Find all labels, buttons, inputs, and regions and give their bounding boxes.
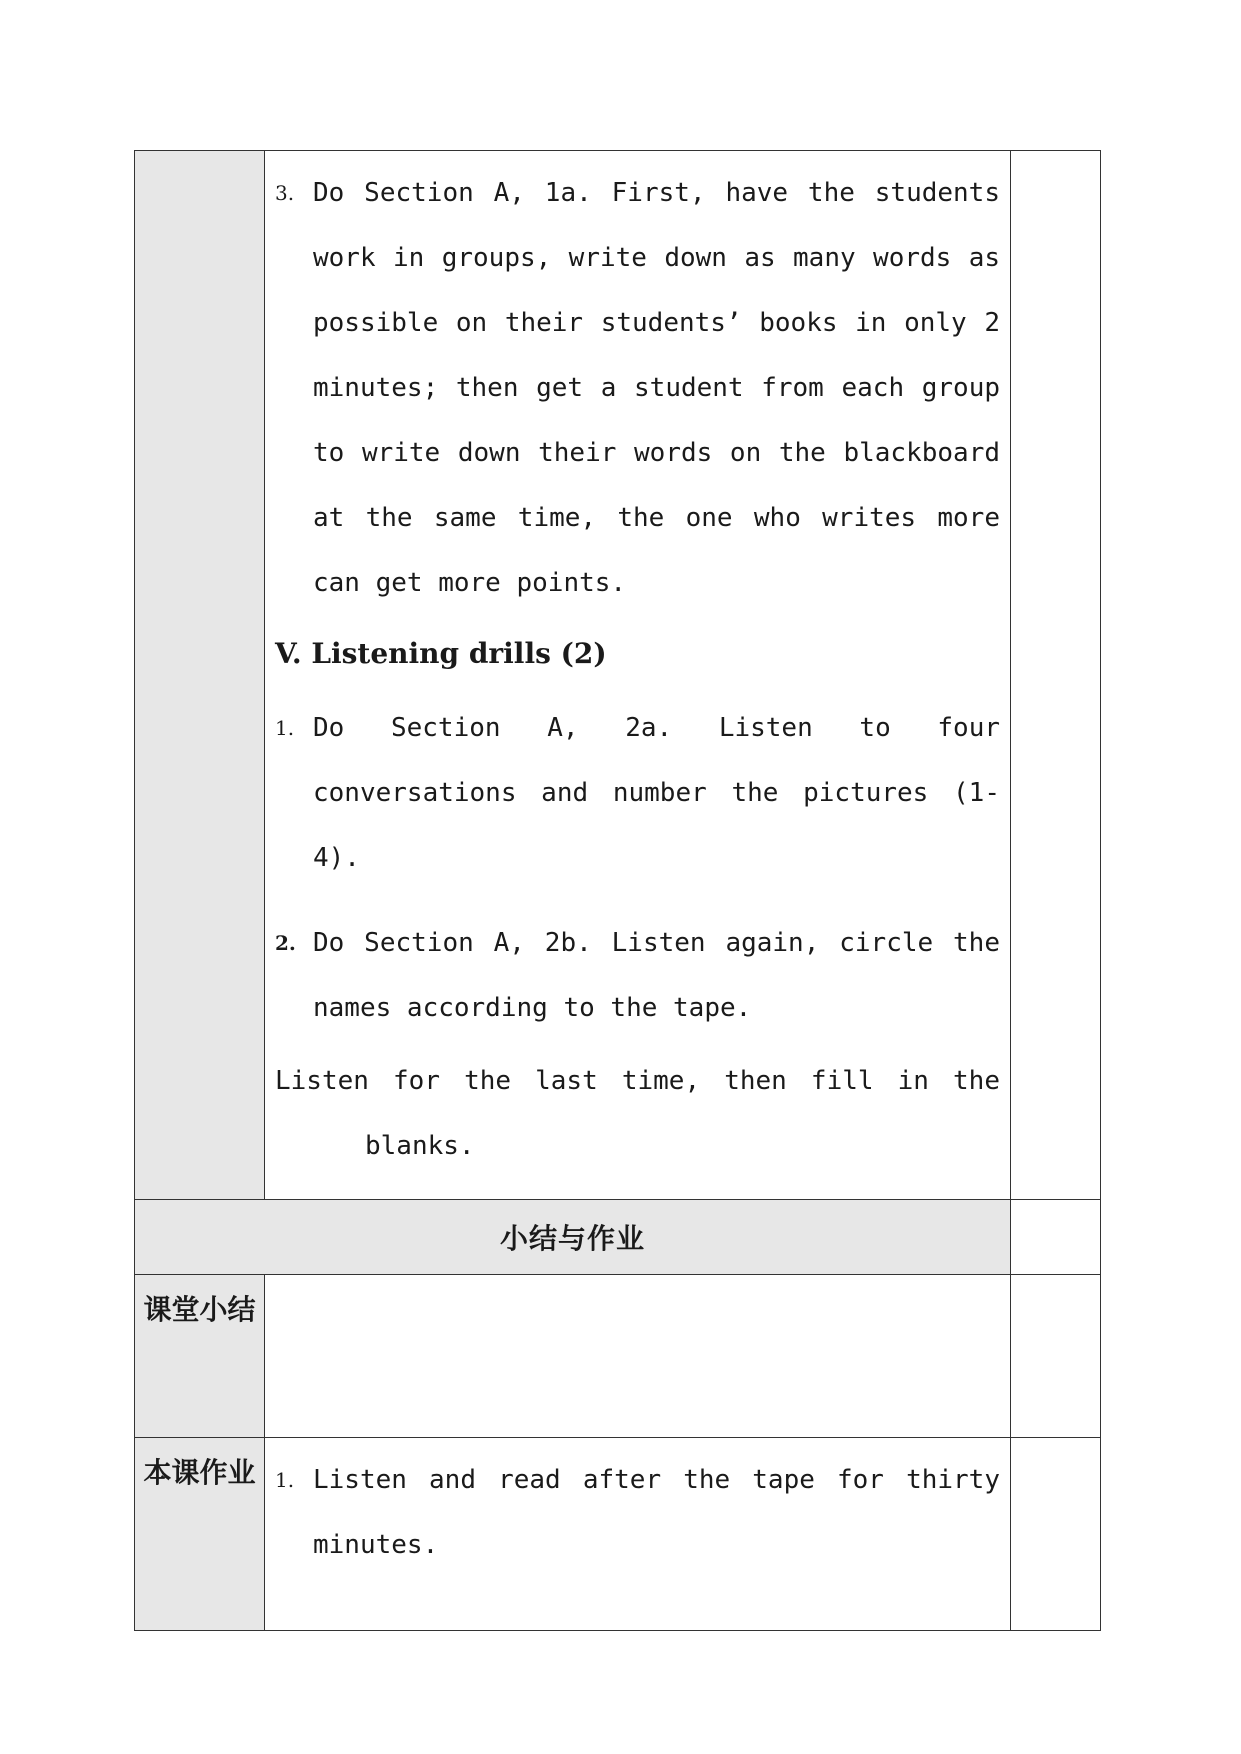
homework-content bbox=[265, 1438, 1011, 1631]
homework-item-1 bbox=[275, 1448, 1000, 1578]
notes-cell bbox=[1011, 1200, 1101, 1275]
notes-cell bbox=[1011, 1438, 1101, 1631]
notes-cell bbox=[1011, 151, 1101, 1200]
notes-cell bbox=[1011, 1275, 1101, 1438]
homework-row bbox=[135, 1438, 1101, 1631]
procedure-item-3 bbox=[275, 161, 1000, 616]
class-summary-row bbox=[135, 1275, 1101, 1438]
item-text: Listen and read after the tape for thirty minutes. bbox=[313, 1465, 1000, 1560]
class-summary-content bbox=[265, 1275, 1011, 1438]
class-summary-label: 课堂小结 bbox=[135, 1275, 265, 1438]
final-listening-step: Listen for the last time, then fill in the blanks. bbox=[275, 1066, 1000, 1161]
procedure-content-cell bbox=[265, 151, 1011, 1200]
item-number: 2. bbox=[275, 931, 296, 955]
item-text: Do Section A, 1a. First, have the students work in groups, write down as many words as possible on their students’ books in only 2 minutes; then get a student from each group to write down their words on the blackboard at the same time, the one who writes more can get more points. bbox=[313, 178, 1000, 598]
procedure-label-cell bbox=[135, 151, 265, 1200]
listening-item-1 bbox=[275, 696, 1000, 891]
procedure-row bbox=[135, 151, 1101, 1200]
homework-label: 本课作业 bbox=[135, 1438, 265, 1631]
summary-title-row bbox=[135, 1200, 1101, 1275]
section-v-heading: V. Listening drills (2) bbox=[275, 637, 607, 670]
summary-section-title: 小结与作业 bbox=[135, 1200, 1011, 1275]
item-text: Do Section A, 2b. Listen again, circle the names according to the tape. bbox=[313, 928, 1000, 1023]
item-number: 3. bbox=[275, 181, 295, 205]
lesson-plan-table bbox=[134, 150, 1101, 1631]
item-number: 1. bbox=[275, 1468, 295, 1492]
item-number: 1. bbox=[275, 716, 295, 740]
listening-item-2 bbox=[275, 911, 1000, 1041]
item-text: Do Section A, 2a. Listen to four conversations and number the pictures (1-4). bbox=[313, 713, 1000, 873]
